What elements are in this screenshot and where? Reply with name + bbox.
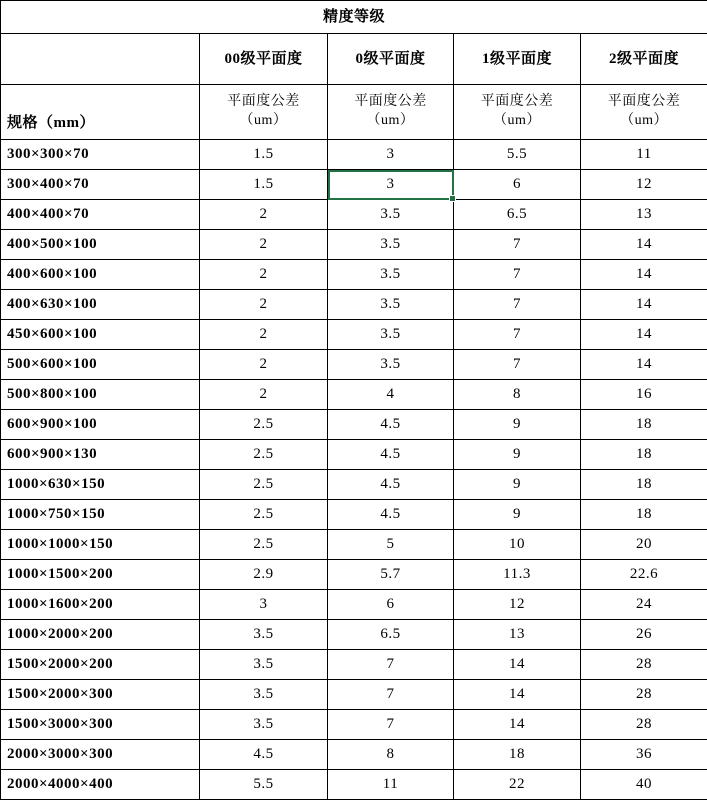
cell-value[interactable]: 40 [581, 770, 707, 800]
cell-spec[interactable]: 400×630×100 [1, 290, 200, 320]
unit-header-2-line1: 平面度公差 [581, 93, 707, 112]
unit-header-row [1, 85, 707, 140]
cell-value[interactable]: 13 [581, 200, 707, 230]
table-row [1, 260, 707, 290]
cell-value[interactable]: 2 [200, 380, 328, 410]
cell-value[interactable]: 10 [454, 530, 581, 560]
cell-value[interactable]: 2 [200, 260, 328, 290]
grade-header-1: 1级平面度 [454, 34, 581, 85]
cell-spec[interactable]: 2000×4000×400 [1, 770, 200, 800]
cell-spec[interactable]: 2000×3000×300 [1, 740, 200, 770]
cell-value[interactable]: 7 [328, 650, 454, 680]
cell-value[interactable]: 3.5 [328, 200, 454, 230]
cell-value[interactable]: 9 [454, 410, 581, 440]
cell-spec[interactable]: 1000×630×150 [1, 470, 200, 500]
table-body [1, 1, 707, 800]
cell-value[interactable]: 2 [200, 350, 328, 380]
cell-value[interactable]: 4.5 [200, 740, 328, 770]
cell-value[interactable]: 7 [454, 230, 581, 260]
cell-spec[interactable]: 400×400×70 [1, 200, 200, 230]
cell-value[interactable]: 7 [454, 320, 581, 350]
cell-value[interactable]: 2 [200, 320, 328, 350]
grade-header-00: 00级平面度 [200, 34, 328, 85]
cell-value[interactable]: 26 [581, 620, 707, 650]
cell-value[interactable]: 1.5 [200, 170, 328, 200]
cell-value[interactable]: 9 [454, 470, 581, 500]
table-row [1, 530, 707, 560]
cell-value[interactable]: 14 [581, 290, 707, 320]
table-row [1, 740, 707, 770]
cell-spec[interactable]: 500×600×100 [1, 350, 200, 380]
cell-value[interactable]: 28 [581, 650, 707, 680]
table-row [1, 500, 707, 530]
cell-spec[interactable]: 1000×1600×200 [1, 590, 200, 620]
cell-value[interactable]: 6 [454, 170, 581, 200]
cell-spec[interactable]: 1000×2000×200 [1, 620, 200, 650]
table-row [1, 170, 707, 200]
unit-header-0 [328, 85, 454, 140]
cell-value[interactable]: 4.5 [328, 470, 454, 500]
table-row [1, 710, 707, 740]
cell-value[interactable]: 3.5 [328, 260, 454, 290]
grade-header-row [1, 34, 707, 85]
cell-value[interactable]: 2 [200, 200, 328, 230]
cell-value[interactable]: 9 [454, 440, 581, 470]
cell-value[interactable]: 11 [328, 770, 454, 800]
cell-value[interactable]: 2 [200, 230, 328, 260]
cell-value[interactable]: 11 [581, 140, 707, 170]
cell-value[interactable]: 36 [581, 740, 707, 770]
cell-value[interactable]: 22.6 [581, 560, 707, 590]
cell-spec[interactable]: 500×800×100 [1, 380, 200, 410]
cell-value[interactable]: 12 [581, 170, 707, 200]
table-row [1, 320, 707, 350]
grade-header-0: 0级平面度 [328, 34, 454, 85]
unit-header-00-line1: 平面度公差 [200, 93, 327, 112]
cell-value[interactable]: 7 [454, 260, 581, 290]
cell-spec[interactable]: 1000×1500×200 [1, 560, 200, 590]
cell-value[interactable]: 14 [581, 260, 707, 290]
cell-value[interactable]: 24 [581, 590, 707, 620]
page-title: 精度等级 [1, 1, 707, 34]
cell-value[interactable]: 3.5 [328, 350, 454, 380]
unit-header-00 [200, 85, 328, 140]
cell-value[interactable]: 3.5 [328, 230, 454, 260]
grade-header-2: 2级平面度 [581, 34, 707, 85]
table-row [1, 770, 707, 800]
cell-value[interactable]: 5.5 [200, 770, 328, 800]
unit-header-0-line2: （um） [328, 112, 453, 131]
cell-spec[interactable]: 300×400×70 [1, 170, 200, 200]
cell-value[interactable]: 3 [200, 590, 328, 620]
cell-value[interactable]: 12 [454, 590, 581, 620]
cell-spec[interactable]: 1000×750×150 [1, 500, 200, 530]
cell-value[interactable]: 4.5 [328, 500, 454, 530]
cell-value[interactable]: 3.5 [200, 650, 328, 680]
unit-header-2-line2: （um） [581, 112, 707, 131]
cell-spec[interactable]: 600×900×130 [1, 440, 200, 470]
cell-value[interactable]: 3.5 [328, 290, 454, 320]
unit-header-2 [581, 85, 707, 140]
cell-value[interactable]: 6.5 [454, 200, 581, 230]
cell-value[interactable]: 3.5 [200, 710, 328, 740]
cell-value[interactable]: 14 [454, 680, 581, 710]
cell-value[interactable]: 2.5 [200, 410, 328, 440]
corner-cell [1, 34, 200, 85]
cell-value[interactable]: 14 [581, 350, 707, 380]
cell-value[interactable]: 3 [328, 140, 454, 170]
cell-spec[interactable]: 400×600×100 [1, 260, 200, 290]
cell-value[interactable]: 28 [581, 710, 707, 740]
cell-value[interactable]: 28 [581, 680, 707, 710]
table-row [1, 440, 707, 470]
unit-header-00-line2: （um） [200, 112, 327, 131]
table-row [1, 470, 707, 500]
cell-value[interactable]: 2.5 [200, 530, 328, 560]
cell-value[interactable]: 18 [581, 410, 707, 440]
table-row [1, 410, 707, 440]
cell-spec[interactable]: 1000×1000×150 [1, 530, 200, 560]
cell-value[interactable]: 5.5 [454, 140, 581, 170]
cell-value[interactable]: 2.5 [200, 470, 328, 500]
cell-value[interactable]: 5 [328, 530, 454, 560]
cell-value[interactable]: 11.3 [454, 560, 581, 590]
cell-value[interactable]: 2 [200, 290, 328, 320]
cell-value[interactable]: 14 [581, 230, 707, 260]
cell-value[interactable]: 14 [581, 320, 707, 350]
unit-header-1-line2: （um） [454, 112, 580, 131]
cell-value[interactable]: 14 [454, 650, 581, 680]
cell-value[interactable]: 8 [328, 740, 454, 770]
cell-value[interactable]: 2.5 [200, 440, 328, 470]
unit-header-0-line1: 平面度公差 [328, 93, 453, 112]
table-row [1, 140, 707, 170]
cell-value[interactable]: 20 [581, 530, 707, 560]
cell-value[interactable]: 6 [328, 590, 454, 620]
table-row [1, 680, 707, 710]
cell-value[interactable]: 4.5 [328, 440, 454, 470]
cell-value[interactable]: 6.5 [328, 620, 454, 650]
cell-value[interactable]: 3.5 [200, 680, 328, 710]
table-row [1, 560, 707, 590]
table-title-row [1, 1, 707, 34]
unit-header-1 [454, 85, 581, 140]
cell-value[interactable]: 9 [454, 500, 581, 530]
cell-value[interactable]: 1.5 [200, 140, 328, 170]
cell-value[interactable]: 8 [454, 380, 581, 410]
cell-spec[interactable]: 1500×2000×300 [1, 680, 200, 710]
cell-value[interactable]: 14 [454, 710, 581, 740]
unit-header-1-line1: 平面度公差 [454, 93, 580, 112]
table-row [1, 200, 707, 230]
cell-value[interactable]: 4.5 [328, 410, 454, 440]
cell-value[interactable]: 16 [581, 380, 707, 410]
cell-value[interactable]: 2.5 [200, 500, 328, 530]
cell-value[interactable]: 2.9 [200, 560, 328, 590]
cell-value[interactable]: 4 [328, 380, 454, 410]
cell-spec[interactable]: 400×500×100 [1, 230, 200, 260]
cell-value[interactable]: 3.5 [200, 620, 328, 650]
table-row [1, 380, 707, 410]
cell-value[interactable]: 13 [454, 620, 581, 650]
cell-spec[interactable]: 600×900×100 [1, 410, 200, 440]
cell-value[interactable]: 3.5 [328, 320, 454, 350]
cell-value[interactable]: 7 [454, 290, 581, 320]
table-row [1, 620, 707, 650]
table-row [1, 230, 707, 260]
spec-column-header: 规格（mm） [1, 85, 200, 140]
cell-value[interactable]: 18 [581, 500, 707, 530]
cell-value[interactable]: 7 [328, 680, 454, 710]
cell-value[interactable]: 18 [454, 740, 581, 770]
cell-value[interactable]: 22 [454, 770, 581, 800]
table-row [1, 650, 707, 680]
cell-spec[interactable]: 450×600×100 [1, 320, 200, 350]
cell-value[interactable]: 18 [581, 440, 707, 470]
cell-spec[interactable]: 1500×2000×200 [1, 650, 200, 680]
table-row [1, 350, 707, 380]
cell-value-selected[interactable]: 3 [328, 170, 454, 200]
table-row [1, 590, 707, 620]
cell-value[interactable]: 5.7 [328, 560, 454, 590]
cell-spec[interactable]: 300×300×70 [1, 140, 200, 170]
cell-value[interactable]: 7 [328, 710, 454, 740]
cell-value[interactable]: 7 [454, 350, 581, 380]
cell-spec[interactable]: 1500×3000×300 [1, 710, 200, 740]
cell-value[interactable]: 18 [581, 470, 707, 500]
table-row [1, 290, 707, 320]
